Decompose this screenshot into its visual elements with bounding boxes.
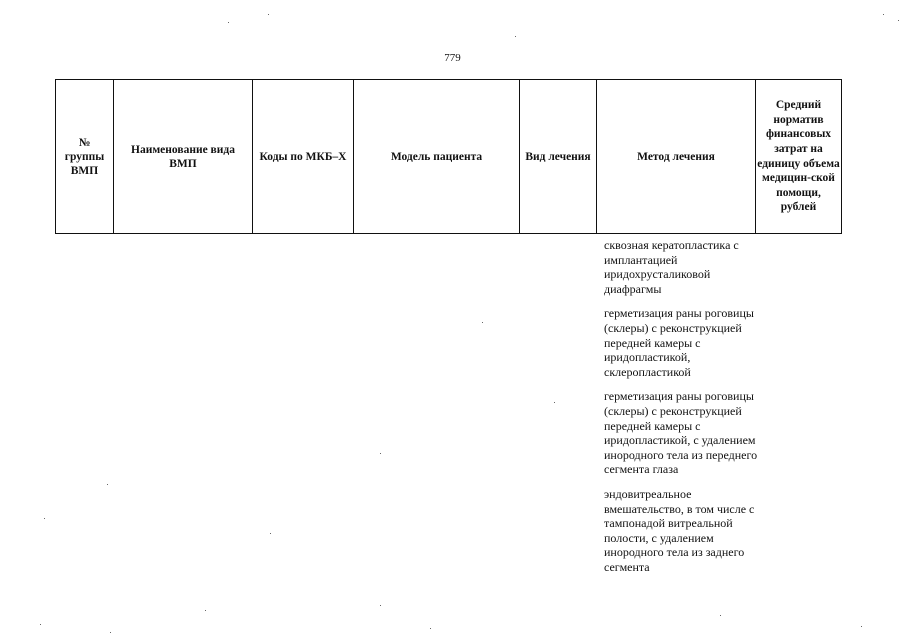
- treatment-method-item: эндовитреальное вмешательство, в том числе с тампонадой витреальной полости, с удалением инородного тела из заднего сегмента: [604, 486, 755, 574]
- scan-speck: [380, 453, 381, 454]
- header-patient-model: Модель пациента: [354, 80, 520, 234]
- scan-speck: [268, 14, 269, 15]
- treatment-method-item: сквозная кератопластика с имплантацией иридохрусталиковой диафрагмы: [604, 238, 739, 296]
- page-number: 779: [444, 52, 461, 64]
- header-average-cost: Средний норматив финансовых затрат на единицу объема медицин-ской помощи, рублей: [756, 80, 842, 234]
- header-table: [55, 79, 842, 234]
- scan-speck: [430, 628, 431, 629]
- scan-speck: [228, 22, 229, 23]
- treatment-method-item: герметизация раны роговицы (склеры) с реконструкцией передней камеры с иридопластикой, склеропластикой: [604, 306, 754, 379]
- scan-speck: [107, 484, 108, 485]
- scan-speck: [720, 615, 721, 616]
- scan-speck: [205, 610, 206, 611]
- header-row: [56, 80, 842, 234]
- header-vmp-name: Наименование вида ВМП: [114, 80, 253, 234]
- scan-speck: [482, 322, 483, 323]
- scan-speck: [40, 624, 41, 625]
- scan-speck: [44, 518, 45, 519]
- scan-speck: [110, 632, 111, 633]
- header-group-number: № группы ВМП: [56, 80, 114, 234]
- scan-speck: [554, 402, 555, 403]
- header-treatment-method: Метод лечения: [597, 80, 756, 234]
- scan-speck: [515, 36, 516, 37]
- header-icd-codes: Коды по МКБ–Х: [253, 80, 354, 234]
- scan-speck: [898, 20, 899, 21]
- scan-speck: [270, 533, 271, 534]
- scan-speck: [883, 14, 884, 15]
- scan-speck: [861, 626, 862, 627]
- treatment-method-item: герметизация раны роговицы (склеры) с реконструкцией передней камеры с иридопластикой, с удалением инородного тела из переднего сегмента глаза: [604, 389, 758, 477]
- scan-speck: [380, 605, 381, 606]
- header-treatment-type: Вид лечения: [520, 80, 597, 234]
- treatment-method-list: [604, 238, 764, 584]
